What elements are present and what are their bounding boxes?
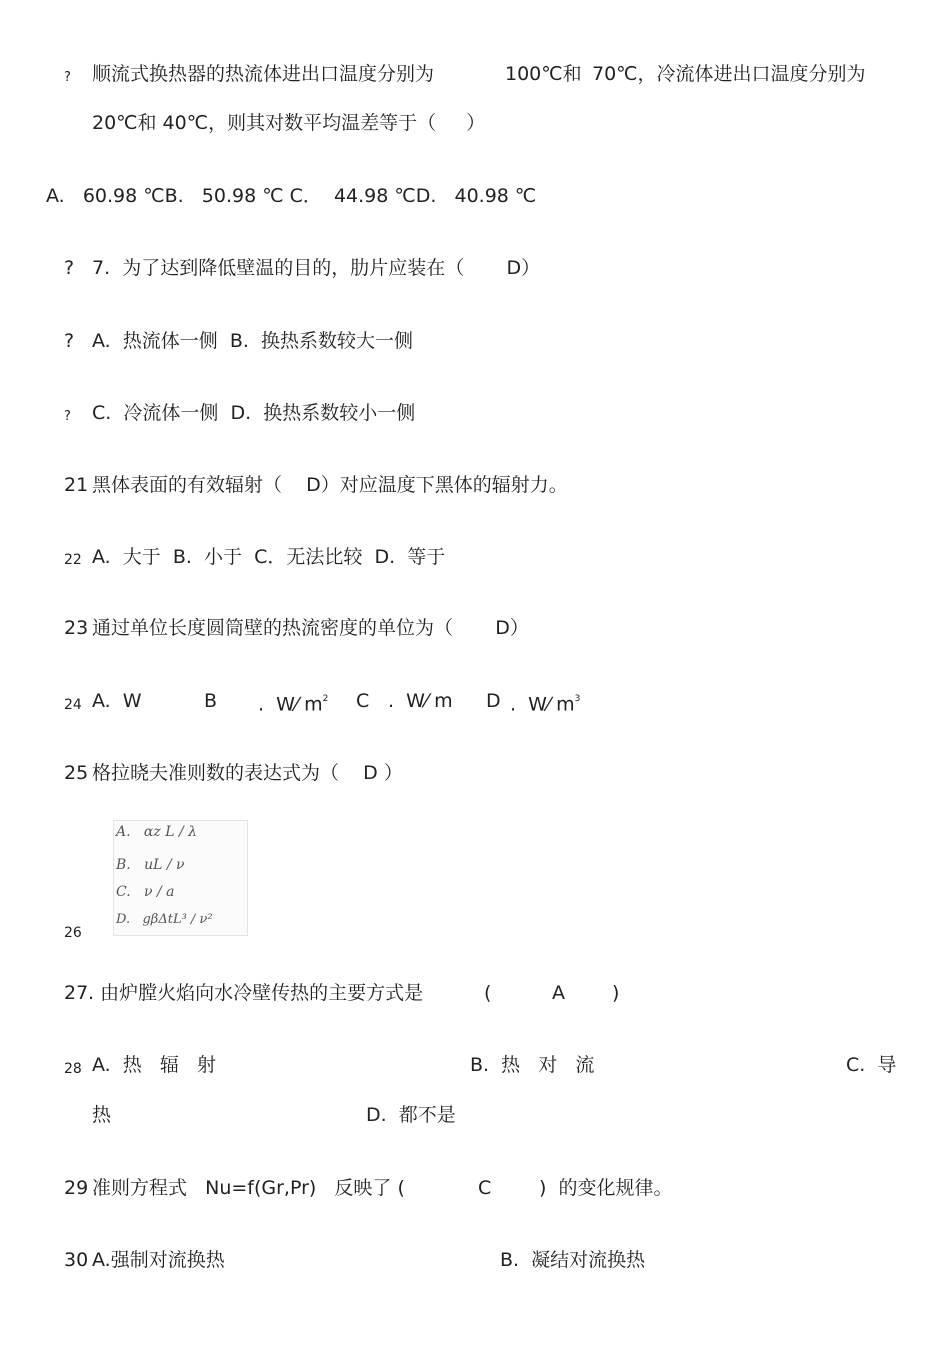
- unit-text: . W⁄ m: [510, 693, 575, 716]
- option-d: D. 都不是: [366, 1104, 456, 1126]
- question-number: 24: [64, 697, 82, 713]
- formula-option-c: C. ν / a: [116, 884, 175, 900]
- question-text: 70℃，冷流体进出口温度分别为: [592, 63, 866, 85]
- option-a: A. 热 辐 射: [92, 1054, 217, 1076]
- unit-exponent: 3: [574, 694, 581, 704]
- unit-text: . W⁄ m: [258, 693, 323, 716]
- option-c-unit: . W⁄ m: [388, 690, 453, 712]
- option-c: C. 导: [846, 1054, 897, 1076]
- question-number: 26: [64, 925, 82, 941]
- unit-exponent: 2: [322, 694, 329, 704]
- question-number: 21: [64, 474, 89, 496]
- question-text: 黑体表面的有效辐射（ D）对应温度下黑体的辐射力。: [92, 474, 568, 496]
- answer-options: C. 冷流体一侧 D. 换热系数较小一侧: [92, 402, 416, 424]
- formula-option-b: B. uL / ν: [116, 857, 185, 873]
- option-b: B. 热 对 流: [470, 1054, 595, 1076]
- question-number: 23: [64, 617, 89, 639]
- option-a: A.强制对流换热: [92, 1249, 225, 1271]
- option-b-label: B: [204, 690, 218, 712]
- question-number: 27: [64, 982, 89, 1004]
- question-number: 30: [64, 1249, 89, 1271]
- answer: A: [552, 982, 565, 1004]
- question-text: 准则方程式 Nu=f(Gr,Pr) 反映了 (: [92, 1177, 405, 1199]
- question-text: 7. 为了达到降低壁温的目的，肋片应装在（ D）: [92, 257, 541, 279]
- option-c-continued: 热: [92, 1104, 112, 1126]
- formula-options-image: [113, 820, 248, 936]
- question-text: 通过单位长度圆筒壁的热流密度的单位为（ D）: [92, 617, 529, 639]
- question-text: . 由炉膛火焰向水冷壁传热的主要方式是: [88, 982, 424, 1004]
- option-c-label: C: [356, 690, 370, 712]
- question-number: 29: [64, 1177, 89, 1199]
- formula-option-a: A. αz L / λ: [116, 824, 197, 840]
- option-d-label: D: [486, 690, 501, 712]
- answer-options: A. 热流体一侧 B. 换热系数较大一侧: [92, 330, 414, 352]
- option-b: B. 凝结对流换热: [500, 1249, 646, 1271]
- paren-open: (: [484, 982, 492, 1004]
- question-text: 20℃和 40℃，则其对数平均温差等于（ ）: [92, 112, 486, 134]
- answer-options: A. 大于 B. 小于 C．无法比较 D. 等于: [92, 546, 446, 568]
- answer-options: A. 60.98 ℃B. 50.98 ℃ C． 44.98 ℃D. 40.98 ℃: [46, 185, 537, 207]
- question-text: 格拉晓夫准则数的表达式为（ D ）: [92, 762, 403, 784]
- answer: C: [478, 1177, 492, 1199]
- formula-option-d: D. gβΔtL³ / ν²: [116, 912, 213, 927]
- option-d-unit: [510, 689, 580, 716]
- question-marker: ?: [64, 70, 71, 85]
- question-number: 28: [64, 1061, 82, 1077]
- option-a: A. W: [92, 690, 142, 712]
- question-marker: ?: [64, 257, 75, 279]
- question-text: 顺流式换热器的热流体进出口温度分别为: [92, 63, 435, 85]
- option-b-unit: [258, 689, 328, 716]
- question-marker: ?: [64, 409, 71, 424]
- question-marker: ?: [64, 330, 75, 352]
- paren-close: ): [612, 982, 620, 1004]
- question-text-tail: ) 的变化规律。: [539, 1177, 673, 1199]
- question-text: 100℃和: [505, 63, 582, 85]
- question-number: 25: [64, 762, 89, 784]
- question-number: 22: [64, 552, 82, 568]
